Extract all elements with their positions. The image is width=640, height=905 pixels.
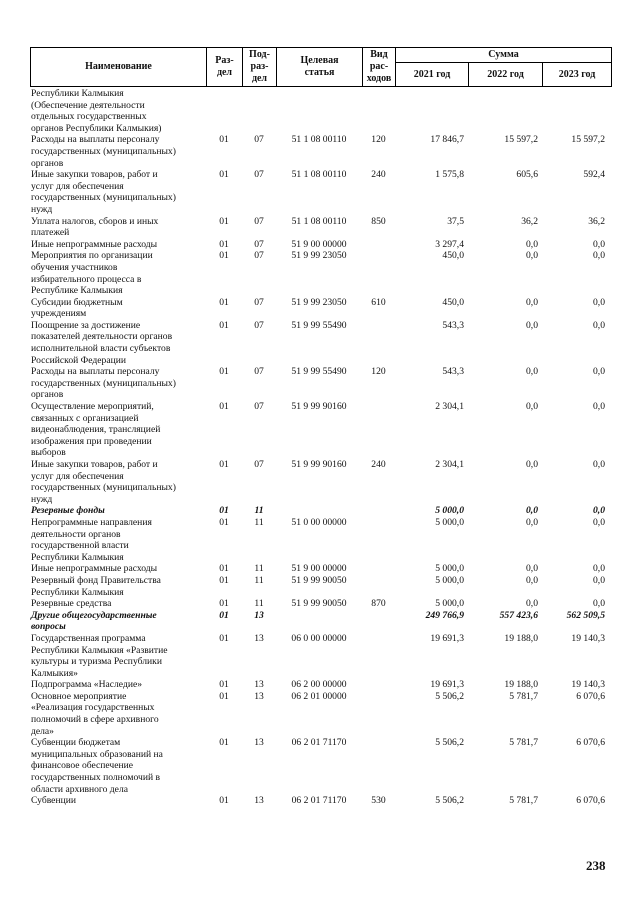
cell-razdel: 01 xyxy=(219,319,229,331)
cell-name-line: Мероприятия по организации xyxy=(31,250,153,262)
cell-name xyxy=(30,517,206,563)
cell-name-line: нужд xyxy=(31,493,53,505)
cell-tselevaya-statya: 51 9 00 00000 xyxy=(291,563,347,575)
cell-sum-2023: 0,0 xyxy=(593,319,605,331)
cell-sum-2022: 0,0 xyxy=(526,319,538,331)
cell-name-line: показателей деятельности органов xyxy=(31,331,173,343)
cell-podrazdel: 07 xyxy=(254,401,264,413)
table-row xyxy=(30,679,611,691)
header-tselevaya xyxy=(277,48,363,87)
header-razdel xyxy=(207,48,243,87)
table-row xyxy=(30,169,611,215)
cell-podrazdel: 13 xyxy=(254,795,264,807)
cell-sum-2021: 2 304,1 xyxy=(435,401,464,413)
cell-sum-2022: 0,0 xyxy=(526,505,538,517)
cell-name-line: культуры и туризма Республики xyxy=(31,656,162,668)
cell-podrazdel: 11 xyxy=(254,516,264,528)
table-row xyxy=(30,401,611,459)
cell-sum-2022 xyxy=(468,88,542,134)
cell-tselevaya-statya xyxy=(276,505,362,517)
cell-sum-2023: 0,0 xyxy=(593,459,605,470)
cell-sum-2022: 0,0 xyxy=(526,574,538,586)
cell-razdel: 01 xyxy=(219,250,229,262)
cell-name-line: Иные закупки товаров, работ и xyxy=(31,459,158,470)
cell-tselevaya-statya: 51 9 99 90160 xyxy=(291,401,347,413)
cell-vid-raskhodov xyxy=(362,563,395,575)
cell-sum-2022: 0,0 xyxy=(526,296,538,308)
cell-vid-raskhodov: 120 xyxy=(371,134,386,146)
table-row xyxy=(30,795,611,807)
cell-razdel: 01 xyxy=(219,296,229,308)
cell-name xyxy=(30,88,206,134)
header-podrazdel xyxy=(243,48,277,87)
cell-name-line: дела» xyxy=(31,725,54,737)
cell-razdel: 01 xyxy=(219,795,229,807)
cell-name-line: отдельных государственных xyxy=(31,111,147,123)
cell-sum-2023: 0,0 xyxy=(593,366,605,378)
cell-podrazdel: 07 xyxy=(254,134,264,146)
cell-name-line: «Реализация государственных xyxy=(31,702,155,714)
cell-razdel: 01 xyxy=(219,609,229,621)
cell-vid-raskhodov: 850 xyxy=(371,215,386,227)
cell-name-line: Осуществление мероприятий, xyxy=(31,401,154,413)
cell-name xyxy=(30,459,206,505)
cell-sum-2021: 5 000,0 xyxy=(435,505,464,517)
cell-sum-2022: 0,0 xyxy=(526,598,538,610)
cell-sum-2021: 2 304,1 xyxy=(435,459,464,470)
table-header xyxy=(30,47,612,87)
cell-name-line: Республики Калмыкия «Развитие xyxy=(31,644,168,656)
cell-name xyxy=(30,401,206,459)
cell-sum-2021: 543,3 xyxy=(442,366,464,378)
table-row xyxy=(30,250,611,296)
table-row xyxy=(30,563,611,575)
cell-name-line: Непрограммные направления xyxy=(31,516,152,528)
cell-vid-raskhodov xyxy=(362,633,395,679)
cell-name-line: государственных (муниципальных) xyxy=(31,482,176,494)
cell-sum-2021: 450,0 xyxy=(442,296,464,308)
cell-name-line: Республики Калмыкия xyxy=(31,88,124,99)
cell-tselevaya-statya: 06 2 01 71170 xyxy=(291,737,347,749)
cell-name-line: Иные закупки товаров, работ и xyxy=(31,169,158,181)
cell-vid-raskhodov xyxy=(362,88,395,134)
cell-sum-2022: 5 781,7 xyxy=(509,737,538,749)
cell-sum-2022: 36,2 xyxy=(521,215,538,227)
cell-name-line: нужд xyxy=(31,203,53,215)
page-number: 238 xyxy=(586,858,606,873)
cell-sum-2021: 5 000,0 xyxy=(435,574,464,586)
header-2021: 2021 год xyxy=(396,63,469,87)
header-tselevaya-line: Целевая xyxy=(300,55,339,66)
cell-sum-2021: 5 000,0 xyxy=(435,516,464,528)
cell-sum-2022: 5 781,7 xyxy=(509,690,538,702)
cell-name-line: обучения участников xyxy=(31,261,118,273)
cell-razdel: 01 xyxy=(219,679,229,691)
cell-sum-2023: 0,0 xyxy=(593,516,605,528)
cell-name xyxy=(30,297,206,320)
cell-podrazdel: 07 xyxy=(254,459,264,470)
cell-sum-2022: 0,0 xyxy=(526,366,538,378)
cell-sum-2022: 15 597,2 xyxy=(504,134,538,146)
cell-sum-2022: 0,0 xyxy=(526,563,538,575)
cell-razdel: 01 xyxy=(219,737,229,749)
cell-vid-raskhodov xyxy=(362,691,395,737)
cell-name-line: Расходы на выплаты персоналу xyxy=(31,134,160,146)
cell-name xyxy=(30,598,206,610)
table-row xyxy=(30,216,611,239)
header-tselevaya-line: статья xyxy=(304,67,335,78)
cell-sum-2021: 5 506,2 xyxy=(435,795,464,807)
cell-name-line: финансовое обеспечение xyxy=(31,760,134,772)
cell-podrazdel: 13 xyxy=(254,632,264,644)
cell-podrazdel: 11 xyxy=(254,563,264,575)
cell-vid-raskhodov xyxy=(362,505,395,517)
cell-name-line: государственных (муниципальных) xyxy=(31,377,176,389)
table-row xyxy=(30,598,611,610)
cell-sum-2022: 19 188,0 xyxy=(504,679,538,691)
cell-name-line: Субсидии бюджетным xyxy=(31,296,123,308)
table-row xyxy=(30,459,611,505)
cell-tselevaya-statya: 51 9 99 90160 xyxy=(291,459,347,470)
cell-name xyxy=(30,320,206,366)
cell-razdel: 01 xyxy=(219,366,229,378)
cell-name-line: связанных с организацией xyxy=(31,412,139,424)
table-row xyxy=(30,366,611,401)
table-row xyxy=(30,610,611,633)
cell-sum-2023: 0,0 xyxy=(593,598,605,610)
cell-name-line: Подпрограмма «Наследие» xyxy=(31,679,143,691)
cell-tselevaya-statya: 51 9 99 90050 xyxy=(291,598,347,610)
cell-sum-2022: 5 781,7 xyxy=(509,795,538,807)
cell-name-line: платежей xyxy=(31,227,70,239)
cell-vid-raskhodov xyxy=(362,320,395,366)
cell-tselevaya-statya: 06 0 00 00000 xyxy=(291,632,347,644)
table-row xyxy=(30,297,611,320)
header-razdel-line: дел xyxy=(216,67,233,78)
cell-vid-raskhodov xyxy=(362,250,395,296)
cell-razdel: 01 xyxy=(219,238,229,250)
cell-name-line: государственных полномочий в xyxy=(31,772,161,784)
cell-podrazdel: 07 xyxy=(254,215,264,227)
cell-sum-2023: 19 140,3 xyxy=(571,679,605,691)
cell-name-line: Республике Калмыкия xyxy=(31,285,123,297)
cell-sum-2023: 0,0 xyxy=(593,250,605,262)
cell-podrazdel: 13 xyxy=(254,609,264,621)
cell-name xyxy=(30,216,206,239)
cell-podrazdel: 07 xyxy=(254,366,264,378)
cell-sum-2023: 0,0 xyxy=(593,296,605,308)
cell-podrazdel: 07 xyxy=(254,296,264,308)
cell-tselevaya-statya: 51 0 00 00000 xyxy=(291,516,347,528)
cell-name-line: Российской Федерации xyxy=(31,354,126,366)
cell-name-line: Резервные средства xyxy=(31,598,112,610)
cell-razdel: 01 xyxy=(219,632,229,644)
cell-sum-2023: 6 070,6 xyxy=(576,737,605,749)
cell-name-line: (Обеспечение деятельности xyxy=(31,99,145,111)
cell-vid-raskhodov xyxy=(362,401,395,459)
cell-tselevaya-statya: 51 9 00 00000 xyxy=(291,238,347,250)
cell-name xyxy=(30,691,206,737)
table-row xyxy=(30,691,611,737)
cell-tselevaya-statya: 51 9 99 90050 xyxy=(291,574,347,586)
cell-razdel: 01 xyxy=(219,505,229,517)
cell-sum-2023 xyxy=(542,88,611,134)
cell-name xyxy=(30,134,206,169)
cell-name xyxy=(30,610,206,633)
cell-sum-2021: 5 506,2 xyxy=(435,737,464,749)
cell-sum-2023: 6 070,6 xyxy=(576,690,605,702)
table-row xyxy=(30,633,611,679)
cell-podrazdel xyxy=(242,88,276,134)
cell-sum-2021: 543,3 xyxy=(442,319,464,331)
cell-name-line: Поощрение за достижение xyxy=(31,319,141,331)
cell-razdel: 01 xyxy=(219,574,229,586)
cell-podrazdel: 07 xyxy=(254,250,264,262)
cell-vid-raskhodov: 240 xyxy=(371,169,386,181)
cell-sum-2023: 19 140,3 xyxy=(571,632,605,644)
cell-podrazdel: 11 xyxy=(254,574,264,586)
cell-name xyxy=(30,505,206,517)
cell-podrazdel: 07 xyxy=(254,238,264,250)
cell-name-line: органов Республики Калмыкия) xyxy=(31,122,162,134)
header-razdel-line: Раз- xyxy=(215,55,234,66)
header-vid-line: ходов xyxy=(366,73,392,84)
cell-sum-2022: 0,0 xyxy=(526,238,538,250)
cell-razdel: 01 xyxy=(219,563,229,575)
cell-name-line: исполнительной власти субъектов xyxy=(31,343,171,355)
header-podrazdel-line: Под- xyxy=(249,49,270,60)
header-name: Наименование xyxy=(31,48,207,87)
cell-name-line: муниципальных образований на xyxy=(31,748,163,760)
cell-sum-2023: 592,4 xyxy=(583,169,605,181)
cell-name-line: органов xyxy=(31,157,64,169)
cell-name-line: Государственная программа xyxy=(31,632,146,644)
cell-name xyxy=(30,679,206,691)
cell-sum-2022: 19 188,0 xyxy=(504,632,538,644)
cell-sum-2023: 0,0 xyxy=(593,505,605,517)
cell-tselevaya-statya: 51 9 99 23050 xyxy=(291,250,347,262)
header-podrazdel-line: дел xyxy=(251,73,268,84)
cell-podrazdel: 13 xyxy=(254,690,264,702)
cell-podrazdel: 07 xyxy=(254,319,264,331)
cell-razdel: 01 xyxy=(219,134,229,146)
cell-name-line: вопросы xyxy=(31,621,66,633)
cell-name-line: Калмыкия» xyxy=(31,667,78,679)
header-2023: 2023 год xyxy=(543,63,612,87)
cell-name-line: Иные непрограммные расходы xyxy=(31,238,158,250)
cell-sum-2022: 0,0 xyxy=(526,516,538,528)
header-podrazdel-line: раз- xyxy=(250,61,269,72)
cell-name xyxy=(30,563,206,575)
cell-sum-2021: 17 846,7 xyxy=(430,134,464,146)
cell-name-line: Основное мероприятие xyxy=(31,690,127,702)
cell-sum-2022: 605,6 xyxy=(516,169,538,181)
cell-name-line: Республики Калмыкия xyxy=(31,586,124,598)
cell-sum-2023: 15 597,2 xyxy=(571,134,605,146)
cell-name-line: изображения при проведении xyxy=(31,435,152,447)
cell-name xyxy=(30,575,206,598)
cell-vid-raskhodov: 610 xyxy=(371,296,386,308)
cell-name-line: деятельности органов xyxy=(31,528,121,540)
cell-name-line: Резервный фонд Правительства xyxy=(31,574,161,586)
cell-sum-2021 xyxy=(395,88,468,134)
cell-sum-2021: 19 691,3 xyxy=(430,632,464,644)
table-row xyxy=(30,517,611,563)
cell-tselevaya-statya: 06 2 00 00000 xyxy=(291,679,347,691)
cell-name-line: государственных (муниципальных) xyxy=(31,145,176,157)
cell-tselevaya-statya xyxy=(276,610,362,633)
cell-tselevaya-statya: 51 9 99 55490 xyxy=(291,366,347,378)
cell-name-line: Другие общегосударственные xyxy=(31,609,157,621)
cell-vid-raskhodov xyxy=(362,679,395,691)
cell-sum-2021: 3 297,4 xyxy=(435,238,464,250)
cell-vid-raskhodov xyxy=(362,239,395,251)
cell-podrazdel: 07 xyxy=(254,169,264,181)
cell-sum-2023: 0,0 xyxy=(593,574,605,586)
header-vid xyxy=(363,48,396,87)
header-vid-line: рас- xyxy=(369,61,389,72)
cell-sum-2022: 557 423,6 xyxy=(499,609,538,621)
cell-name xyxy=(30,633,206,679)
cell-sum-2023: 0,0 xyxy=(593,401,605,413)
cell-vid-raskhodov: 530 xyxy=(371,795,386,807)
cell-name-line: Иные непрограммные расходы xyxy=(31,563,158,575)
cell-razdel: 01 xyxy=(219,401,229,413)
cell-sum-2021: 249 766,9 xyxy=(425,609,464,621)
cell-sum-2023: 6 070,6 xyxy=(576,795,605,807)
cell-podrazdel: 13 xyxy=(254,679,264,691)
cell-podrazdel: 11 xyxy=(254,598,264,610)
table-row xyxy=(30,505,611,517)
cell-razdel xyxy=(206,88,242,134)
cell-name-line: услуг для обеспечения xyxy=(31,470,124,482)
cell-razdel: 01 xyxy=(219,690,229,702)
cell-name-line: видеонаблюдения, трансляцией xyxy=(31,424,161,436)
cell-name xyxy=(30,169,206,215)
cell-name xyxy=(30,366,206,401)
cell-sum-2023: 562 509,5 xyxy=(566,609,605,621)
cell-name-line: полномочий в сфере архивного xyxy=(31,714,159,726)
cell-name-line: Резервные фонды xyxy=(31,505,105,517)
cell-name-line: Уплата налогов, сборов и иных xyxy=(31,215,159,227)
cell-name-line: выборов xyxy=(31,447,66,459)
cell-sum-2021: 19 691,3 xyxy=(430,679,464,691)
cell-name-line: Субвенции xyxy=(31,795,76,807)
cell-name-line: области архивного дела xyxy=(31,783,128,795)
cell-name xyxy=(30,250,206,296)
cell-name-line: государственных (муниципальных) xyxy=(31,192,176,204)
cell-razdel: 01 xyxy=(219,459,229,470)
cell-vid-raskhodov xyxy=(362,517,395,563)
cell-razdel: 01 xyxy=(219,516,229,528)
cell-name-line: Расходы на выплаты персоналу xyxy=(31,366,160,378)
cell-sum-2021: 5 506,2 xyxy=(435,690,464,702)
cell-vid-raskhodov xyxy=(362,575,395,598)
cell-razdel: 01 xyxy=(219,215,229,227)
cell-sum-2021: 450,0 xyxy=(442,250,464,262)
cell-vid-raskhodov: 240 xyxy=(371,459,386,470)
header-vid-line: Вид xyxy=(370,49,388,60)
cell-name xyxy=(30,239,206,251)
cell-tselevaya-statya: 51 1 08 00110 xyxy=(291,215,347,227)
cell-sum-2023: 0,0 xyxy=(593,238,605,250)
cell-name xyxy=(30,737,206,795)
cell-name-line: Республики Калмыкия xyxy=(31,551,124,563)
table-row xyxy=(30,320,611,366)
cell-tselevaya-statya: 06 2 01 71170 xyxy=(291,795,347,807)
table-row xyxy=(30,737,611,795)
cell-tselevaya-statya: 51 9 99 23050 xyxy=(291,296,347,308)
cell-sum-2021: 5 000,0 xyxy=(435,563,464,575)
cell-sum-2021: 1 575,8 xyxy=(435,169,464,181)
header-summa: Сумма xyxy=(396,48,612,63)
header-2022: 2022 год xyxy=(469,63,543,87)
cell-tselevaya-statya: 06 2 01 00000 xyxy=(291,690,347,702)
cell-sum-2023: 36,2 xyxy=(588,215,605,227)
cell-tselevaya-statya: 51 9 99 55490 xyxy=(291,319,347,331)
cell-name-line: учреждениям xyxy=(31,308,87,320)
cell-sum-2022: 0,0 xyxy=(526,459,538,470)
cell-tselevaya-statya xyxy=(276,88,362,134)
cell-name-line: услуг для обеспечения xyxy=(31,180,124,192)
cell-name-line: государственной власти xyxy=(31,540,129,552)
cell-vid-raskhodov xyxy=(362,610,395,633)
cell-podrazdel: 11 xyxy=(254,505,264,517)
cell-sum-2021: 37,5 xyxy=(447,215,464,227)
cell-sum-2022: 0,0 xyxy=(526,250,538,262)
cell-razdel: 01 xyxy=(219,598,229,610)
cell-podrazdel: 13 xyxy=(254,737,264,749)
table-body xyxy=(30,88,611,807)
cell-razdel: 01 xyxy=(219,169,229,181)
cell-vid-raskhodov: 870 xyxy=(371,598,386,610)
cell-sum-2021: 5 000,0 xyxy=(435,598,464,610)
table-row xyxy=(30,134,611,169)
cell-name-line: Субвенции бюджетам xyxy=(31,737,121,749)
cell-tselevaya-statya: 51 1 08 00110 xyxy=(291,134,347,146)
table-row xyxy=(30,239,611,251)
cell-sum-2022: 0,0 xyxy=(526,401,538,413)
table-row xyxy=(30,88,611,134)
cell-name xyxy=(30,795,206,807)
table-row xyxy=(30,575,611,598)
cell-vid-raskhodov xyxy=(362,737,395,795)
cell-name-line: органов xyxy=(31,389,64,401)
cell-sum-2023: 0,0 xyxy=(593,563,605,575)
cell-tselevaya-statya: 51 1 08 00110 xyxy=(291,169,347,181)
cell-name-line: избирательного процесса в xyxy=(31,273,142,285)
cell-vid-raskhodov: 120 xyxy=(371,366,386,378)
